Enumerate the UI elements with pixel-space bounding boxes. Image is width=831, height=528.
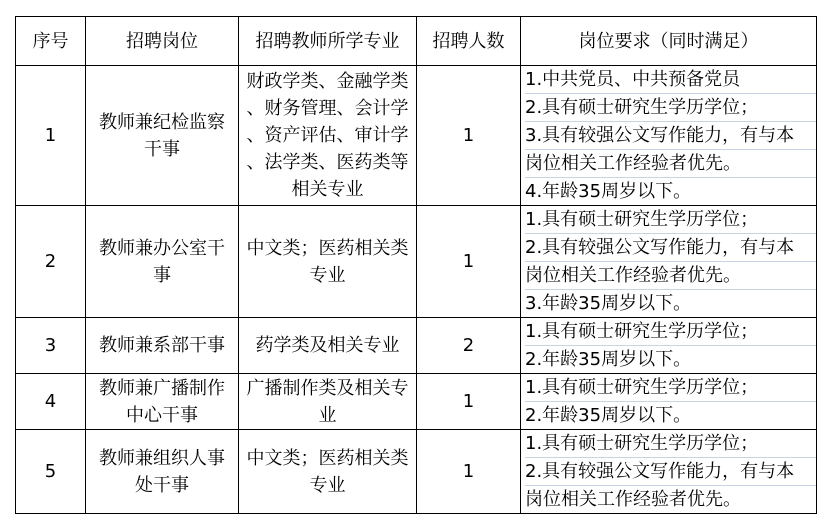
row-count: 1 bbox=[417, 374, 521, 430]
major-line: 中文类；医药相关类 bbox=[246, 447, 409, 469]
row-no: 4 bbox=[16, 374, 86, 430]
table-row bbox=[16, 430, 817, 514]
major-line: 专业 bbox=[309, 264, 346, 286]
major-line: 、法学类、医药类等 bbox=[246, 152, 409, 173]
recruitment-table bbox=[15, 16, 817, 514]
row-major bbox=[239, 430, 417, 514]
row-requirements bbox=[521, 318, 817, 374]
requirement-line: 1.具有硕士研究生学历学位； bbox=[525, 318, 816, 346]
row-no: 1 bbox=[16, 66, 86, 206]
position-line: 教师兼系部干事 bbox=[99, 335, 225, 356]
major-line: 专业 bbox=[309, 474, 346, 496]
major-line: 财政学类、金融学类 bbox=[246, 71, 409, 92]
row-no: 3 bbox=[16, 318, 86, 374]
row-count: 1 bbox=[417, 430, 521, 514]
row-major bbox=[239, 374, 417, 430]
row-major bbox=[239, 318, 417, 374]
requirement-line: 岗位相关工作经验者优先。 bbox=[525, 262, 816, 290]
header-major: 招聘教师所学专业 bbox=[239, 17, 417, 66]
requirement-line: 4.年龄35周岁以下。 bbox=[525, 181, 692, 202]
table-row bbox=[16, 206, 817, 318]
major-line: 中文类；医药相关类 bbox=[246, 237, 409, 259]
row-major bbox=[239, 66, 417, 206]
requirement-line: 岗位相关工作经验者优先。 bbox=[525, 150, 816, 178]
position-line: 教师兼办公室干 bbox=[99, 237, 225, 259]
table-row bbox=[16, 318, 817, 374]
row-no: 5 bbox=[16, 430, 86, 514]
header-no: 序号 bbox=[16, 17, 86, 66]
requirement-line: 2.年龄35周岁以下。 bbox=[525, 405, 692, 426]
requirement-line: 1.具有硕士研究生学历学位； bbox=[525, 206, 816, 234]
requirement-line: 1.具有硕士研究生学历学位； bbox=[525, 430, 816, 458]
row-count: 2 bbox=[417, 318, 521, 374]
position-line: 教师兼广播制作 bbox=[99, 377, 225, 399]
row-count: 1 bbox=[417, 66, 521, 206]
position-line: 教师兼纪检监察 bbox=[99, 111, 225, 133]
requirement-line: 2.具有较强公文写作能力，有与本 bbox=[525, 458, 816, 486]
major-line: 药学类及相关专业 bbox=[255, 335, 400, 356]
position-line: 干事 bbox=[144, 138, 180, 160]
row-requirements bbox=[521, 374, 817, 430]
row-requirements bbox=[521, 430, 817, 514]
requirement-line: 2.具有硕士研究生学历学位； bbox=[525, 94, 816, 122]
position-line: 教师兼组织人事 bbox=[99, 447, 225, 469]
major-line: 业 bbox=[318, 404, 337, 426]
requirement-line: 1.中共党员、中共预备党员 bbox=[525, 66, 816, 94]
requirement-line: 3.具有较强公文写作能力，有与本 bbox=[525, 122, 816, 150]
header-row bbox=[16, 17, 817, 66]
row-position bbox=[86, 318, 239, 374]
major-line: 、财务管理、会计学 bbox=[246, 98, 409, 119]
table-row bbox=[16, 66, 817, 206]
position-line: 中心干事 bbox=[126, 404, 198, 426]
row-position bbox=[86, 374, 239, 430]
row-position bbox=[86, 66, 239, 206]
row-requirements bbox=[521, 66, 817, 206]
requirement-line: 2.年龄35周岁以下。 bbox=[525, 349, 692, 370]
major-line: 相关专业 bbox=[291, 179, 364, 200]
row-major bbox=[239, 206, 417, 318]
position-line: 事 bbox=[153, 264, 171, 286]
header-requirements: 岗位要求（同时满足） bbox=[521, 17, 817, 66]
row-count: 1 bbox=[417, 206, 521, 318]
requirement-line: 岗位相关工作经验者优先。 bbox=[525, 489, 741, 510]
major-line: 、资产评估、审计学 bbox=[246, 125, 409, 146]
position-line: 处干事 bbox=[135, 474, 189, 496]
row-requirements bbox=[521, 206, 817, 318]
major-line: 广播制作类及相关专 bbox=[246, 377, 409, 399]
header-count: 招聘人数 bbox=[417, 17, 521, 66]
header-position: 招聘岗位 bbox=[86, 17, 239, 66]
row-no: 2 bbox=[16, 206, 86, 318]
requirement-line: 3.年龄35周岁以下。 bbox=[525, 293, 692, 314]
requirement-line: 1.具有硕士研究生学历学位； bbox=[525, 374, 816, 402]
requirement-line: 2.具有较强公文写作能力，有与本 bbox=[525, 234, 816, 262]
row-position bbox=[86, 430, 239, 514]
table-row bbox=[16, 374, 817, 430]
row-position bbox=[86, 206, 239, 318]
